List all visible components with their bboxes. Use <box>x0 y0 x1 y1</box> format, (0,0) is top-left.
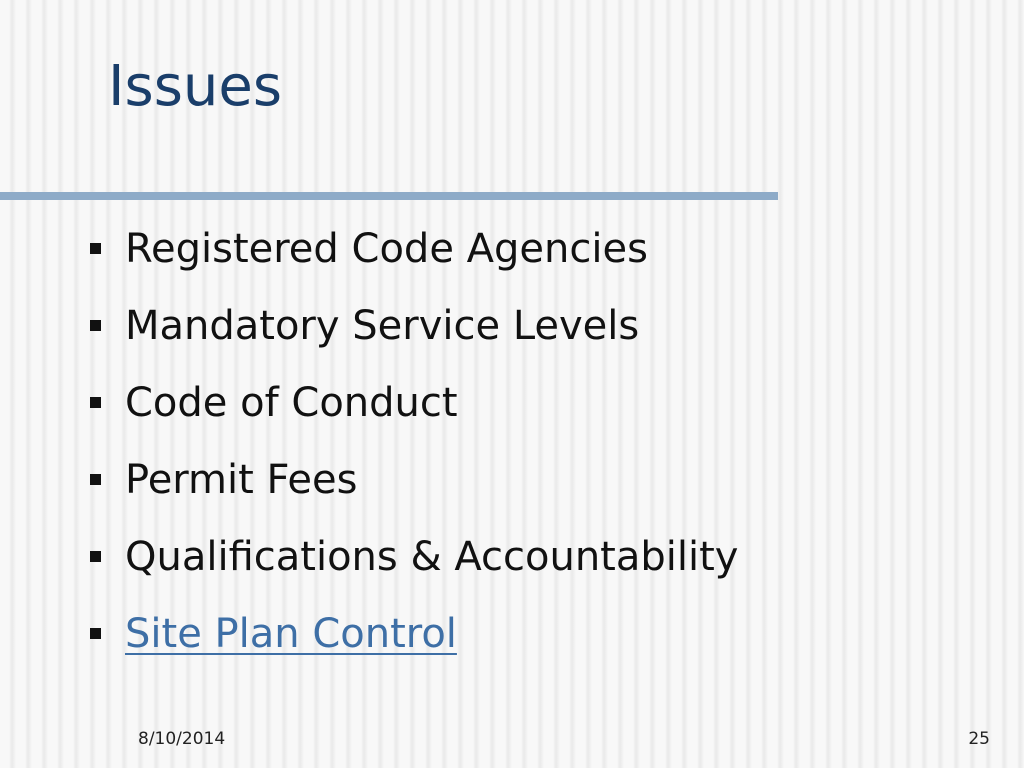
slide-number: 25 <box>968 729 990 749</box>
bullet-text: Code of Conduct <box>125 379 458 426</box>
square-bullet-icon <box>90 397 101 408</box>
slide-title: Issues <box>108 54 282 119</box>
bullet-list <box>88 210 738 672</box>
bullet-text: Mandatory Service Levels <box>125 302 640 349</box>
square-bullet-icon <box>90 551 101 562</box>
title-divider <box>0 192 778 200</box>
list-item <box>88 441 738 518</box>
square-bullet-icon <box>90 474 101 485</box>
bullet-text: Qualifications & Accountability <box>125 533 739 580</box>
site-plan-control-link[interactable]: Site Plan Control <box>125 610 457 657</box>
list-item <box>88 364 738 441</box>
bullet-text: Permit Fees <box>125 456 358 503</box>
list-item <box>88 210 738 287</box>
list-item <box>88 518 738 595</box>
square-bullet-icon <box>90 320 101 331</box>
footer-date: 8/10/2014 <box>138 729 226 749</box>
list-item <box>88 287 738 364</box>
bullet-text: Registered Code Agencies <box>125 225 648 272</box>
square-bullet-icon <box>90 243 101 254</box>
list-item <box>88 595 738 672</box>
square-bullet-icon <box>90 628 101 639</box>
